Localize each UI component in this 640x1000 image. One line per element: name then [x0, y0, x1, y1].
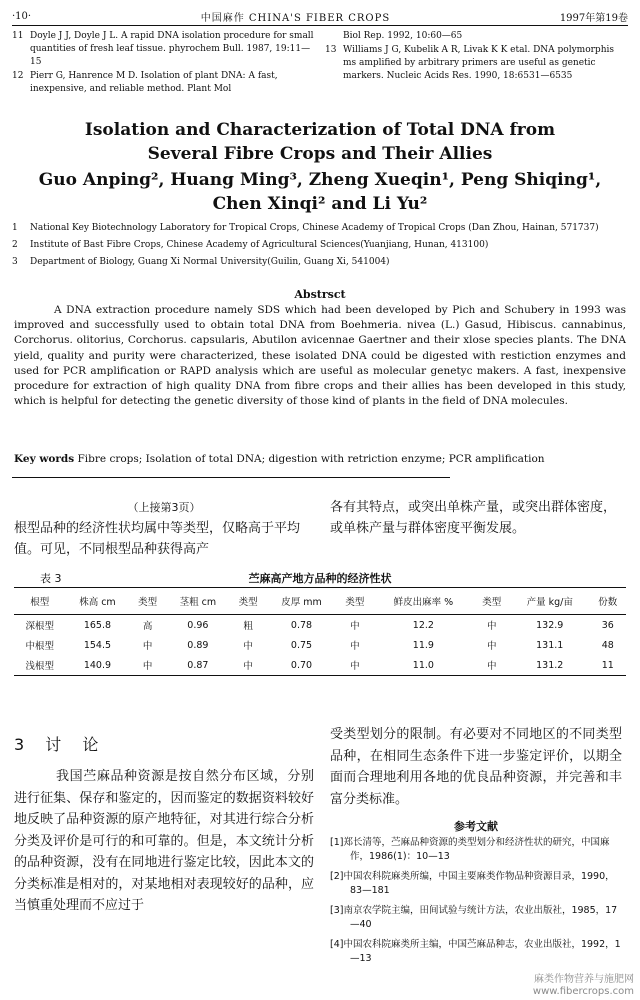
table-cell: 11.0	[373, 655, 474, 676]
page-number: ·10·	[12, 10, 32, 22]
table-row	[14, 615, 626, 636]
table-title: 苎麻高产地方品种的经济性状	[248, 572, 392, 585]
table-header-cell: 根型	[14, 588, 65, 615]
issue-info: 1997年第19卷	[559, 12, 628, 24]
table-cell: 0.87	[166, 655, 230, 676]
keywords-label: Key words	[14, 453, 75, 465]
reference-item: [2]中国农科院麻类所编，中国主要麻类作物品种资源目录，1990，83—181	[330, 871, 615, 896]
table-cell: 165.8	[83, 619, 112, 631]
table-cell: 131.1	[536, 639, 564, 651]
table-cell: 中	[243, 641, 253, 652]
reference-item: [4]中国农科院麻类所主编，中国苎麻品种志，农业出版社，1992，1—13	[330, 939, 621, 964]
table-header-cell: 类型	[230, 588, 266, 615]
header-rule	[12, 25, 628, 26]
discussion-heading: 3 讨 论	[14, 735, 107, 754]
continued-text-right: 各有其特点，或突出单株产量，或突出群体密度，或单株产量与群体密度平衡发展。	[330, 500, 617, 536]
table-cell: 36	[601, 619, 614, 631]
table-cell: 0.75	[290, 639, 313, 651]
section-divider	[12, 477, 450, 478]
table-cell: 11	[590, 655, 627, 676]
table-cell: 140.9	[65, 655, 129, 676]
paper-title: Isolation and Characterization of Total DNA from Several Fibre Crops and Their Allies	[84, 120, 556, 164]
table-cell: 0.70	[266, 655, 336, 676]
reference-item: 13 Williams J G, Kubelik A R, Livak K K etal. DNA polymorphis ms amplified by arbitrary primers are useful as genetic markers. Nucleic Acids Res. 1990, 18:6531—6535	[325, 45, 614, 81]
economic-traits-table	[14, 587, 626, 676]
table-cell: 0.89	[187, 639, 209, 651]
table-header-cell: 株高 cm	[65, 588, 129, 615]
top-references-left	[12, 30, 315, 97]
table-header-cell: 类型	[129, 588, 165, 615]
table-cell: 中根型	[25, 641, 54, 652]
continued-tag: （上接第3页）	[127, 501, 201, 514]
table-row	[14, 635, 626, 655]
table-cell: 132.9	[536, 619, 564, 631]
table-cell: 0.78	[290, 619, 313, 631]
running-header	[12, 8, 628, 24]
table-cell: 12.2	[412, 619, 434, 631]
table-cell: 0.96	[187, 619, 209, 631]
table-cell: 131.2	[510, 655, 590, 676]
table-cell: 中	[474, 655, 510, 676]
table-cell: 中	[142, 641, 153, 652]
journal-name: 中国麻作 CHINA'S FIBER CROPS	[200, 12, 391, 24]
table-cell: 中	[350, 621, 360, 632]
discussion-text: 我国苎麻品种资源是按自然分布区域，分别进行征集、保存和鉴定的，因而鉴定的数据资料较好地反映了品种资源的原产地特征，对其进行综合分析分类及评价是可行的和可靠的。但是，本文统计分析的品种资源，没有在同地进行鉴定比较，因此本文的分类标准是相对的，对某地相对表现较好的品种，应当慎重处理而不应过于	[14, 769, 314, 913]
affiliations	[12, 222, 626, 273]
affiliation-item: 1 National Key Biotechnology Laboratory for Tropical Crops, Chinese Academy of Tropical Crops (Dan Zhou, Hainan, 571737)	[12, 223, 599, 233]
table-cell: 中	[230, 655, 266, 676]
reference-item: 11 Doyle J J, Doyle J L. A rapid DNA isolation procedure for small quantities of fresh leaf tissue. phyrochem Bull. 1987, 19:11—15	[12, 31, 314, 67]
affiliation-item: 2 Institute of Bast Fibre Crops, Chinese Academy of Agricultural Sciences(Yuanjiang, Hunan, 413100)	[12, 240, 489, 250]
table-cell: 中	[337, 655, 373, 676]
reference-item: Biol Rep. 1992, 10:60—65	[343, 31, 463, 41]
table-cell: 中	[350, 641, 360, 652]
table-cell: 中	[129, 655, 165, 676]
watermark: 麻类作物营养与施肥网 www.fibercrops.com	[532, 974, 634, 997]
table-row	[14, 655, 626, 676]
table-header-cell: 皮厚 mm	[266, 588, 336, 615]
table-cell: 深根型	[25, 621, 54, 632]
top-references-right	[325, 30, 628, 97]
abstract-text: A DNA extraction procedure namely SDS which had been developed by Pich and Schubery in 1993 was improved and successfully used to obtain total DNA from Boehmeria. nivea (L.) Gasud, Hibiscus. cannabinus, Corchorus. olitorius, Corchorus. capsularis, Abutilon avicennae Gaertner and their xlose species plants. The DNA yield, quality and purity were characterized, these isolated DNA could be digested with restiction enzymes and used for PCR amplification or RAPD analysis which are useful as molecular genetyc makers. A fast, inexpensive procedure for extraction of high quality DNA from fibre crops and their allies has been developed in this study, which is helpful for detecting the genetic diversity of those kind of plants in the field of DNA molecules.	[14, 304, 626, 408]
continued-text-left	[14, 497, 314, 560]
table-header-cell: 类型	[474, 588, 510, 615]
table-cell: 48	[601, 639, 614, 651]
continued-paragraph: 根型品种的经济性状均属中等类型，仅略高于平均值。可见，不同根型品种获得高产	[14, 521, 301, 557]
table-header-cell: 类型	[337, 588, 373, 615]
table-label: 表 3	[40, 572, 62, 585]
discussion-text-right: 受类型划分的限制。有必要对不同地区的不同类型品种，在相同生态条件下进一步鉴定评价，以期全面而合理地利用各地的优良品种资源，并完善和丰富分类标准。	[330, 727, 622, 807]
table-cell: 粗	[243, 621, 253, 632]
table-cell: 154.5	[83, 639, 112, 651]
table-cell: 高	[142, 621, 153, 632]
reference-item: 12 Pierr G, Hanrence M D. Isolation of plant DNA: A fast, inexpensive, and reliable method. Plant Mol	[12, 71, 278, 94]
table-header-cell: 茎粗 cm	[166, 588, 230, 615]
keywords	[14, 453, 626, 465]
table-header-cell: 份数	[590, 588, 627, 615]
reference-item: [1]郑长清等，苎麻品种资源的类型划分和经济性状的研究，中国麻作，1986(1)：10—13	[330, 837, 610, 862]
abstract-heading: Abstrsct	[294, 288, 346, 301]
reference-list	[330, 836, 622, 972]
references-heading: 参考文献	[454, 820, 498, 833]
table-cell: 浅根型	[14, 655, 65, 676]
table-header-cell: 鲜皮出麻率 %	[373, 588, 474, 615]
table-cell: 中	[487, 621, 497, 632]
affiliation-item: 3 Department of Biology, Guang Xi Normal University(Guilin, Guang Xi, 541004)	[12, 257, 390, 267]
table-cell: 11.9	[412, 639, 434, 651]
table-cell: 中	[487, 641, 497, 652]
reference-item: [3]南京农学院主编，田间试验与统计方法，农业出版社，1985，17—40	[330, 905, 618, 930]
top-references	[12, 30, 628, 97]
keywords-text: Fibre crops; Isolation of total DNA; digestion with retriction enzyme; PCR amplification	[77, 453, 545, 465]
table-header-cell: 产量 kg/亩	[510, 588, 590, 615]
table-header-row	[14, 588, 626, 615]
author-list: Guo Anping², Huang Ming³, Zheng Xueqin¹, Peng Shiqing¹, Chen Xinqi² and Li Yu²	[38, 170, 602, 214]
